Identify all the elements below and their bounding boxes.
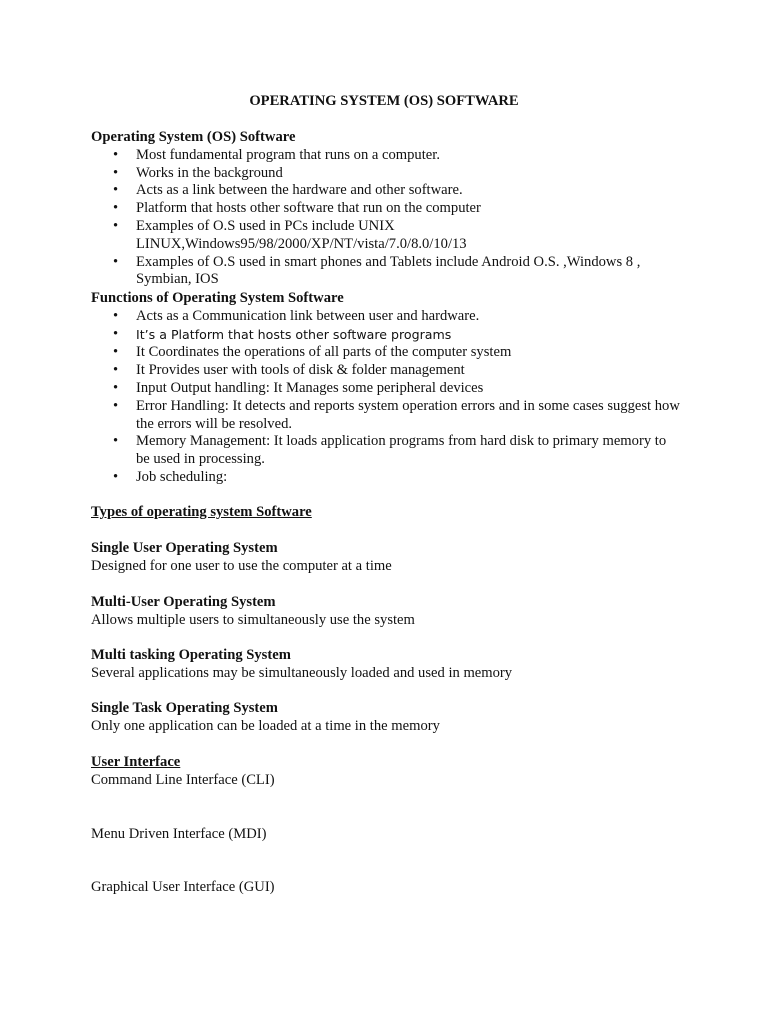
bullet-icon: • bbox=[113, 344, 119, 361]
type-heading: Multi-User Operating System bbox=[91, 594, 276, 610]
bullet-icon: • bbox=[113, 325, 119, 342]
bullet-icon: • bbox=[113, 200, 119, 217]
list-item: • Examples of O.S used in smart phones and Tablets include Android O.S. ,Windows 8 , Symbian, IOS bbox=[113, 253, 641, 288]
bullet-icon: • bbox=[113, 182, 119, 199]
type-heading: Multi tasking Operating System bbox=[91, 647, 291, 663]
list-item: • Input Output handling: It Manages some peripheral devices bbox=[113, 379, 484, 396]
list-item: • Works in the background bbox=[113, 164, 283, 181]
types-heading: Types of operating system Software bbox=[91, 504, 312, 520]
bullet-icon: • bbox=[113, 433, 119, 450]
list-item: • Error Handling: It detects and reports system operation errors and in some cases suggest how the errors will be resolved. bbox=[113, 397, 680, 432]
document-title: OPERATING SYSTEM (OS) SOFTWARE bbox=[249, 93, 519, 109]
bullet-icon: • bbox=[113, 164, 119, 181]
list-item: • Memory Management: It loads application programs from hard disk to primary memory to be used in processing. bbox=[113, 433, 667, 468]
type-single-task bbox=[91, 700, 681, 736]
type-heading: Single Task Operating System bbox=[91, 700, 278, 716]
bullet-icon: • bbox=[113, 253, 119, 270]
list-item: • Platform that hosts other software that run on the computer bbox=[113, 200, 481, 217]
bullet-icon: • bbox=[113, 362, 119, 379]
bullet-icon: • bbox=[113, 379, 119, 396]
bullet-icon: • bbox=[113, 397, 119, 414]
type-description: Several applications may be simultaneously loaded and used in memory bbox=[91, 664, 513, 681]
os-software-section bbox=[91, 129, 681, 289]
type-description: Only one application can be loaded at a time in the memory bbox=[91, 717, 440, 734]
type-single-user bbox=[91, 540, 681, 576]
list-item: • Acts as a link between the hardware and other software. bbox=[113, 182, 463, 199]
type-description: Allows multiple users to simultaneously use the system bbox=[91, 611, 415, 628]
list-item: • It’s a Platform that hosts other software programs bbox=[113, 325, 452, 342]
bullet-icon: • bbox=[113, 307, 119, 324]
ui-type-cli: Command Line Interface (CLI) bbox=[91, 772, 275, 788]
bullet-icon: • bbox=[113, 217, 119, 234]
list-item: • Most fundamental program that runs on a computer. bbox=[113, 146, 440, 163]
functions-section bbox=[91, 290, 681, 487]
ui-type-gui: Graphical User Interface (GUI) bbox=[91, 879, 275, 895]
os-software-list bbox=[91, 147, 681, 289]
type-description: Designed for one user to use the computer at a time bbox=[91, 557, 392, 574]
bullet-icon: • bbox=[113, 146, 119, 163]
type-multi-user bbox=[91, 594, 681, 630]
os-software-heading: Operating System (OS) Software bbox=[91, 129, 296, 145]
list-item: • Acts as a Communication link between user and hardware. bbox=[113, 307, 480, 324]
list-item: • Examples of O.S used in PCs include UNIX LINUX,Windows95/98/2000/XP/NT/vista/7.0/8.0/10/13 bbox=[113, 217, 467, 252]
type-multi-tasking bbox=[91, 647, 681, 683]
functions-list bbox=[91, 308, 681, 487]
user-interface-heading: User Interface bbox=[91, 754, 181, 770]
bullet-icon: • bbox=[113, 468, 119, 485]
list-item: • It Coordinates the operations of all parts of the computer system bbox=[113, 344, 512, 361]
type-heading: Single User Operating System bbox=[91, 540, 278, 556]
list-item: • It Provides user with tools of disk & folder management bbox=[113, 362, 465, 379]
ui-type-mdi: Menu Driven Interface (MDI) bbox=[91, 826, 267, 842]
functions-heading: Functions of Operating System Software bbox=[91, 290, 344, 306]
list-item: • Job scheduling: bbox=[113, 468, 228, 485]
